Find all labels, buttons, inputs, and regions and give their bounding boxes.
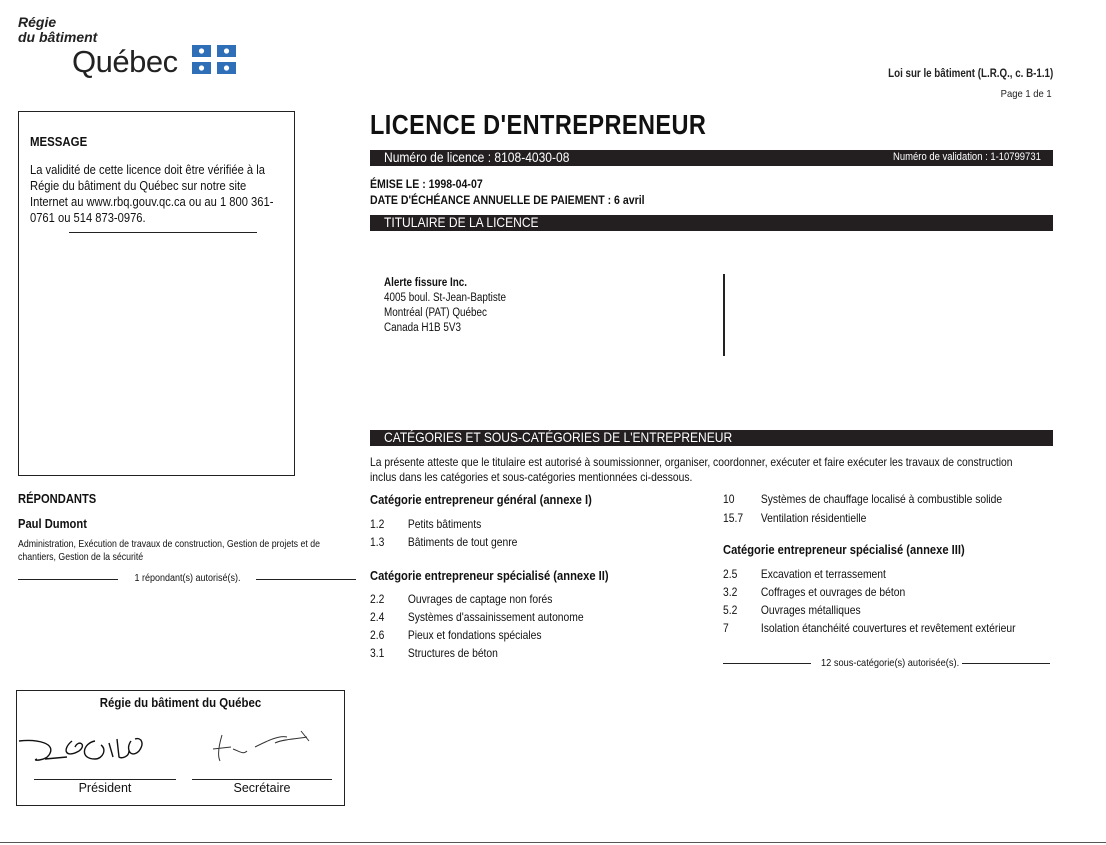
secretary-signature-line <box>192 779 332 780</box>
list-item: 2.2 Ouvrages de captage non forés <box>370 592 553 606</box>
page-bottom-rule <box>0 842 1106 843</box>
document-title: LICENCE D'ENTREPRENEUR <box>370 109 707 140</box>
special-category-iii-title: Catégorie entrepreneur spécialisé (annexe III) <box>723 542 965 557</box>
list-item: 1.2 Petits bâtiments <box>370 517 482 531</box>
message-text: La validité de cette licence doit être vérifiée à la Régie du bâtiment du Québec sur notre site Internet au www.rbq.gouv.qc.ca ou au 1 800 361-0761 ou 514 873-0976. <box>30 162 274 225</box>
holder-address-line1: 4005 boul. St-Jean-Baptiste <box>384 292 507 304</box>
logo-line1: Régie <box>18 14 57 30</box>
logo-text <box>18 15 97 45</box>
licence-number: Numéro de licence : 8108-4030-08 <box>384 149 570 165</box>
logo-quebec: Québec <box>72 44 178 79</box>
page-number: Page 1 de 1 <box>1001 88 1052 100</box>
list-item: 1.3 Bâtiments de tout genre <box>370 535 518 549</box>
signature-box <box>16 690 345 806</box>
divider <box>18 579 118 580</box>
payment-due-value: 6 avril <box>614 193 645 207</box>
message-underline <box>69 232 257 233</box>
vertical-divider <box>723 274 725 356</box>
payment-due-label: DATE D'ÉCHÉANCE ANNUELLE DE PAIEMENT : <box>370 193 615 207</box>
list-item: 2.6 Pieux et fondations spéciales <box>370 628 542 642</box>
holder-section-bar <box>370 215 1053 231</box>
quebec-flag-icon <box>192 45 236 74</box>
list-item: 3.1 Structures de béton <box>370 646 498 660</box>
holder-section-title: TITULAIRE DE LA LICENCE <box>384 214 539 230</box>
logo-line2: du bâtiment <box>18 29 98 45</box>
president-signature-line <box>34 779 176 780</box>
issue-info <box>370 176 645 208</box>
respondant-description: Administration, Exécution de travaux de construction, Gestion de projets et de chantiers, Gestion de la sécurité <box>18 539 320 563</box>
attestation-text: La présente atteste que le titulaire est autorisé à soumissionner, organiser, coordonner, exécuter et faire exécuter les travaux de construction inclus dans les catégories et sous-catégories mentionnées ci-dessous. <box>370 455 1013 484</box>
message-title: MESSAGE <box>30 134 88 149</box>
holder-address-line2: Montréal (PAT) Québec <box>384 307 487 319</box>
holder-address <box>384 276 506 336</box>
divider <box>962 663 1050 664</box>
list-item: 3.2 Coffrages et ouvrages de béton <box>723 585 906 599</box>
respondants-count: 1 répondant(s) autorisé(s). <box>134 573 241 584</box>
signatures-image <box>17 721 344 781</box>
divider <box>723 663 811 664</box>
list-item: 15.7 Ventilation résidentielle <box>723 511 867 525</box>
general-category-title: Catégorie entrepreneur général (annexe I) <box>370 492 592 507</box>
categories-section-bar <box>370 430 1053 446</box>
payment-due <box>370 192 645 208</box>
list-item: 10 Systèmes de chauffage localisé à combustible solide <box>723 492 1003 506</box>
president-label: Président <box>78 781 132 795</box>
signature-org: Régie du bâtiment du Québec <box>99 695 262 710</box>
categories-section-title: CATÉGORIES ET SOUS-CATÉGORIES DE L'ENTREPRENEUR <box>384 429 733 445</box>
respondants-title: RÉPONDANTS <box>18 491 97 506</box>
law-reference: Loi sur le bâtiment (L.R.Q., c. B-1.1) <box>887 68 1053 80</box>
licence-number-bar <box>370 150 1053 166</box>
holder-address-line3: Canada H1B 5V3 <box>384 322 461 334</box>
issue-date: ÉMISE LE : 1998-04-07 <box>370 177 483 191</box>
secretary-label: Secrétaire <box>233 781 291 795</box>
list-item: 7 Isolation étanchéité couvertures et revêtement extérieur <box>723 621 1016 635</box>
validation-number: Numéro de validation : 1-10799731 <box>893 151 1041 163</box>
respondant-name: Paul Dumont <box>18 516 87 531</box>
special-category-ii-title: Catégorie entrepreneur spécialisé (annexe II) <box>370 568 609 583</box>
list-item: 2.4 Systèmes d'assainissement autonome <box>370 610 584 624</box>
message-box <box>18 111 295 476</box>
holder-name: Alerte fissure Inc. <box>384 277 468 289</box>
divider <box>256 579 356 580</box>
subcategory-count: 12 sous-catégorie(s) autorisée(s). <box>821 657 960 669</box>
list-item: 2.5 Excavation et terrassement <box>723 567 886 581</box>
list-item: 5.2 Ouvrages métalliques <box>723 603 861 617</box>
